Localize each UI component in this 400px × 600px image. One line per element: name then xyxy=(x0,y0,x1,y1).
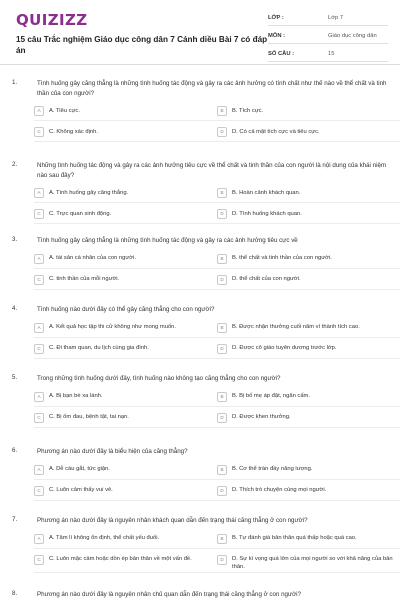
answer-option[interactable] xyxy=(217,486,400,501)
option-text: C. Luôn mặc cảm hoặc dồn ép bản thân về một vấn đề. xyxy=(49,556,192,562)
question-number: 1. xyxy=(12,79,18,86)
question-block xyxy=(12,590,390,600)
quizizz-logo: QUIZIZZ xyxy=(16,11,88,29)
answer-option[interactable] xyxy=(217,344,400,359)
question-text: Tình huống gây căng thẳng là những tình huống tác động và gây ra các ảnh hưởng tiêu cực về xyxy=(37,237,298,244)
option-letter-box: B xyxy=(217,106,227,116)
option-text: C. Luôn cảm thấy vui vẻ. xyxy=(49,487,113,493)
option-letter-box: D xyxy=(217,275,227,285)
option-text: A. Tiêu cực. xyxy=(49,107,80,114)
option-letter-box: B xyxy=(217,254,227,264)
option-letter-box: A xyxy=(34,392,44,402)
option-text: C. Đi tham quan, du lịch cùng gia đình. xyxy=(49,345,149,351)
option-text: D. Tình huống khách quan. xyxy=(232,210,302,217)
answer-option[interactable] xyxy=(217,323,400,338)
answer-options xyxy=(34,323,390,359)
option-text: B. Hoàn cảnh khách quan. xyxy=(232,189,301,196)
answer-option[interactable] xyxy=(34,344,217,359)
worksheet-header xyxy=(0,0,400,62)
option-text: C. tinh thần của mỗi người. xyxy=(49,276,120,282)
question-text: Phương án nào dưới đây là nguyên nhân chủ quan dẫn đến trạng thái căng thẳng ở con người? xyxy=(37,591,301,598)
question-text: Những tình huống tác động và gây ra các ảnh hưởng tiêu cực về thể chất và tinh thần của con người là nội dung của khái niệm nào sau đây? xyxy=(37,162,387,179)
answer-option[interactable] xyxy=(217,254,400,269)
question-text: Phương án nào dưới đây là biểu hiện của căng thẳng? xyxy=(37,448,188,455)
option-letter-box: B xyxy=(217,465,227,475)
option-letter-box: C xyxy=(34,413,44,423)
answer-option[interactable] xyxy=(34,465,217,480)
answer-option[interactable] xyxy=(217,275,400,290)
answer-options xyxy=(34,465,390,501)
worksheet-meta xyxy=(268,10,388,62)
question-text: Phương án nào dưới đây là nguyên nhân khách quan dẫn đến trạng thái căng thẳng ở con người? xyxy=(37,517,308,524)
option-letter-box: D xyxy=(217,344,227,354)
question-block xyxy=(12,79,390,142)
meta-value: Giáo dục công dân xyxy=(328,32,377,39)
question-text: Trong những tình huống dưới đây, tình huống nào không tạo căng thẳng cho con người? xyxy=(37,375,281,382)
answer-options xyxy=(34,534,393,574)
answer-options xyxy=(34,188,390,224)
answer-option[interactable] xyxy=(34,392,217,407)
answer-option[interactable] xyxy=(217,209,400,224)
answer-option[interactable] xyxy=(217,534,400,549)
option-text: D. Được khen thưởng. xyxy=(232,414,291,420)
question-block xyxy=(12,305,390,359)
option-text: A. Bị bạn bè xa lánh. xyxy=(49,393,103,399)
option-text: C. Bị ốm đau, bệnh tật, tai nạn. xyxy=(49,414,129,420)
option-letter-box: B xyxy=(217,188,227,198)
question-block xyxy=(12,161,390,224)
question-number: 6. xyxy=(12,447,18,454)
answer-option[interactable] xyxy=(34,188,217,203)
option-letter-box: D xyxy=(217,413,227,423)
answer-option[interactable] xyxy=(34,323,217,338)
option-text: D. Sự kì vọng quá lớn của mọi người so với khả năng của bản thân. xyxy=(232,556,393,570)
question-number: 3. xyxy=(12,236,18,243)
option-text: B. Được nhận thưởng cuối năm vì thành tích cao. xyxy=(232,324,360,330)
option-text: D. thể chất của con người. xyxy=(232,276,301,282)
option-text: A. Dễ cáu gắt, tức giận. xyxy=(49,466,110,472)
option-letter-box: D xyxy=(217,486,227,496)
answer-option[interactable] xyxy=(217,413,400,428)
meta-label: LỚP : xyxy=(268,14,284,21)
option-text: C. Trực quan sinh động. xyxy=(49,210,112,217)
option-letter-box: A xyxy=(34,465,44,475)
answer-option[interactable] xyxy=(217,392,400,407)
answer-option[interactable] xyxy=(217,465,400,480)
meta-label: SỐ CÂU : xyxy=(268,50,295,57)
question-text: Tình huống nào dưới đây có thể gây căng thẳng cho con người? xyxy=(37,306,215,313)
option-text: A. tài sản cá nhân của con người. xyxy=(49,255,136,261)
option-text: B. Tự đánh giá bản thân quá thấp hoặc quá cao. xyxy=(232,535,357,541)
option-letter-box: C xyxy=(34,486,44,496)
answer-option[interactable] xyxy=(34,127,217,142)
answer-option[interactable] xyxy=(34,413,217,428)
answer-option[interactable] xyxy=(217,127,400,142)
option-letter-box: C xyxy=(34,275,44,285)
answer-option[interactable] xyxy=(217,188,400,203)
option-text: D. Thích trò chuyện cùng mọi người. xyxy=(232,487,327,493)
option-letter-box: C xyxy=(34,555,44,565)
option-letter-box: A xyxy=(34,534,44,544)
question-number: 5. xyxy=(12,374,18,381)
option-letter-box: C xyxy=(34,209,44,219)
meta-row-count xyxy=(268,46,388,62)
question-number: 7. xyxy=(12,516,18,523)
question-number: 8. xyxy=(12,590,18,597)
option-letter-box: A xyxy=(34,323,44,333)
meta-value: Lớp 7 xyxy=(328,14,344,21)
meta-label: MÔN : xyxy=(268,32,286,39)
question-block xyxy=(12,374,390,428)
option-text: A. Kết quả học tập thi cử không như mong muốn. xyxy=(49,324,176,330)
meta-row-grade xyxy=(268,10,388,26)
option-letter-box: B xyxy=(217,534,227,544)
option-letter-box: D xyxy=(217,209,227,219)
option-letter-box: B xyxy=(217,392,227,402)
option-text: B. Bị bố mẹ áp đặt, ngăn cấm. xyxy=(232,393,310,399)
option-text: D. Có cả mặt tích cực và tiêu cực. xyxy=(232,128,320,135)
question-block xyxy=(12,236,390,290)
question-block xyxy=(12,516,393,573)
option-letter-box: D xyxy=(217,127,227,137)
option-letter-box: B xyxy=(217,323,227,333)
option-text: C. Không xác định. xyxy=(49,128,98,135)
option-text: B. Tích cực. xyxy=(232,107,264,114)
option-text: B. Cơ thể tràn đầy năng lượng. xyxy=(232,466,313,472)
option-text: D. Được cô giáo tuyên dương trước lớp. xyxy=(232,345,337,351)
question-number: 4. xyxy=(12,305,18,312)
question-number: 2. xyxy=(12,161,18,168)
answer-option[interactable] xyxy=(217,555,400,574)
answer-option[interactable] xyxy=(34,209,217,224)
answer-options xyxy=(34,254,390,290)
answer-option[interactable] xyxy=(34,275,217,290)
worksheet-title: 15 câu Trắc nghiệm Giáo dục công dân 7 Cánh diều Bài 7 có đáp án xyxy=(16,35,268,55)
answer-option[interactable] xyxy=(34,534,217,549)
option-letter-box: D xyxy=(217,555,227,565)
answer-option[interactable] xyxy=(34,106,217,121)
question-text: Tình huống gây căng thẳng là những tình huống tác động và gây ra các ảnh hưởng có tính chất như thế nào về thể chất và tinh thần của con người? xyxy=(37,80,387,97)
answer-option[interactable] xyxy=(34,555,217,574)
option-text: A. Tâm lí không ổn định, thể chất yếu đuối. xyxy=(49,535,160,541)
answer-options xyxy=(34,106,390,142)
option-letter-box: C xyxy=(34,344,44,354)
answer-option[interactable] xyxy=(34,486,217,501)
answer-option[interactable] xyxy=(217,106,400,121)
meta-row-subject xyxy=(268,28,388,44)
answer-option[interactable] xyxy=(34,254,217,269)
option-letter-box: A xyxy=(34,254,44,264)
option-letter-box: A xyxy=(34,188,44,198)
question-block xyxy=(12,447,390,501)
option-text: B. thể chất và tinh thần của con người. xyxy=(232,255,332,261)
option-text: A. Tình huống gây căng thẳng. xyxy=(49,189,129,196)
option-letter-box: C xyxy=(34,127,44,137)
answer-options xyxy=(34,392,390,428)
option-letter-box: A xyxy=(34,106,44,116)
header-divider xyxy=(0,64,400,65)
meta-value: 15 xyxy=(328,50,335,57)
